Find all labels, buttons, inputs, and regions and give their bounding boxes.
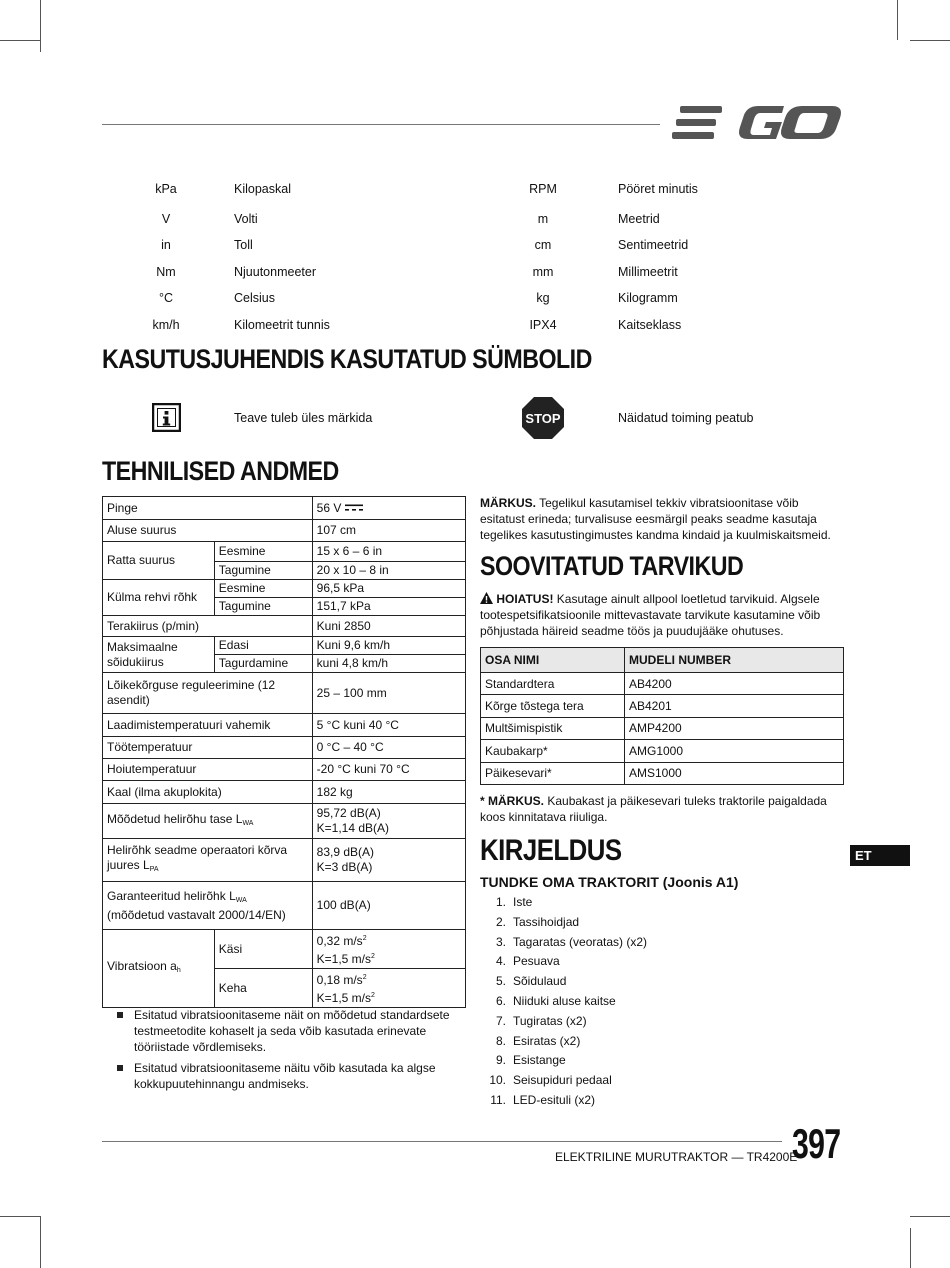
crop-mark [0, 40, 40, 41]
spec-value: 5 °C kuni 40 °C [312, 714, 465, 737]
part-name: Multšimispistik [481, 717, 625, 739]
unit-abbr: in [161, 238, 171, 252]
warning-triangle-icon [480, 592, 493, 604]
table-row [103, 637, 466, 655]
unit-abbr: cm [534, 238, 552, 252]
spec-value: 56 V [312, 497, 465, 520]
model-number: AMG1000 [625, 740, 844, 762]
table-row [103, 520, 466, 542]
table-row [103, 930, 466, 969]
table-header-row [481, 648, 844, 673]
ego-logo-icon [672, 102, 844, 146]
accessories-table [480, 647, 844, 785]
model-number: AB4201 [625, 695, 844, 717]
spec-label: Mõõdetud helirõhu tase $L_{WA}$ [103, 804, 313, 839]
table-row [103, 714, 466, 737]
spec-value: 0 °C – 40 °C [312, 737, 465, 759]
tractor-subheading: TUNDKE OMA TRAKTORIT (Joonis A1) [480, 874, 739, 890]
crop-mark [0, 1216, 40, 1217]
table-row [481, 695, 844, 717]
crop-mark [40, 0, 41, 52]
spec-value: 107 cm [312, 520, 465, 542]
unit-abbr: °C [158, 291, 174, 305]
part-name: Päikesevari* [481, 762, 625, 784]
unit-row [102, 287, 842, 314]
stop-sign-icon [521, 396, 565, 440]
table-row [481, 762, 844, 784]
unit-name: Kaitseklass [618, 317, 682, 332]
unit-name: Celsius [234, 291, 275, 305]
footer-rule [102, 1141, 782, 1142]
table-row [103, 737, 466, 759]
spec-label: Töötemperatuur [103, 737, 313, 759]
spec-label: Terakiirus (p/min) [103, 616, 313, 637]
spec-table [102, 496, 466, 1008]
accessory-note: * MÄRKUS. Kaubakast ja päikesevari tuleks traktorile paigaldada koos kinnitatava riiuliga. [480, 794, 827, 824]
unit-name: Volti [234, 211, 258, 226]
table-row [103, 497, 466, 520]
parts-list [486, 893, 647, 1111]
spec-label: Laadimistemperatuuri vahemik [103, 714, 313, 737]
unit-row [102, 178, 842, 205]
list-item: Esitatud vibratsioonitaseme näit on mõõdetud standardsete testmeetodite kohaselt ja seda võib kasutada erinevate tööriistade võrdlemiseks. [116, 1007, 468, 1055]
unit-name: Meetrid [618, 211, 660, 226]
spec-label: Pinge [103, 497, 313, 520]
crop-mark [897, 0, 898, 40]
spec-label: Kaal (ilma akuplokita) [103, 781, 313, 804]
list-item: 10. Seisupiduri pedaal [489, 1073, 612, 1088]
spec-label: Maksimaalne sõidukiirus [103, 637, 215, 673]
spec-sublabel: Edasi [214, 637, 312, 655]
spec-label: Ratta suurus [103, 542, 215, 580]
unit-name: Njuutonmeeter [234, 264, 316, 279]
spec-sublabel: Käsi [214, 930, 312, 969]
unit-abbr: m [537, 211, 549, 226]
model-number: AMS1000 [625, 762, 844, 784]
unit-row [102, 314, 842, 341]
footer-title: ELEKTRILINE MURUTRAKTOR — TR4200E [555, 1150, 798, 1164]
column-header: MUDELI NUMBER [625, 648, 844, 673]
spec-value: 182 kg [312, 781, 465, 804]
list-item: 8. Esiratas (x2) [495, 1033, 581, 1048]
model-number: AMP4200 [625, 717, 844, 739]
description-heading: KIRJELDUS [480, 834, 622, 867]
spec-label: Lõikekõrguse reguleerimine (12 asendit) [103, 673, 313, 714]
table-row [481, 673, 844, 695]
spec-sublabel: Tagumine [214, 562, 312, 580]
spec-sublabel: Eesmine [214, 580, 312, 598]
table-row [103, 542, 466, 562]
list-item: Esitatud vibratsioonitaseme näitu võib kasutada ka algse kokkupuutehinnangu andmiseks. [116, 1060, 468, 1092]
model-number: AB4200 [625, 673, 844, 695]
part-name: Standardtera [481, 673, 625, 695]
spec-sublabel: Keha [214, 969, 312, 1008]
table-row [481, 717, 844, 739]
spec-value: 95,72 dB(A) K=1,14 dB(A) [312, 804, 465, 839]
spec-value: 25 – 100 mm [312, 673, 465, 714]
table-row [103, 673, 466, 714]
spec-value: 0,32 $m/s^2$ K=1,5 $m/s^2$ [312, 930, 465, 969]
spec-value: 83,9 dB(A) K=3 dB(A) [312, 839, 465, 882]
vibration-notes [116, 1007, 468, 1097]
spec-label: Aluse suurus [103, 520, 313, 542]
list-item: 5. Sõidulaud [495, 974, 567, 989]
spec-value: 96,5 kPa [312, 580, 465, 598]
vibration-note: MÄRKUS. Tegelikul kasutamisel tekkiv vibratsioonitase võib esitatust erineda; turvalisuse eesmärgil peaks seadme kasutaja tegelikes kasutustingimustes kandma kindaid ja kuulmiskaitsmeid. [480, 496, 831, 542]
table-row [103, 882, 466, 930]
unit-abbr: km/h [152, 317, 180, 332]
table-row [103, 839, 466, 882]
list-item: 7. Tugiratas (x2) [495, 1013, 587, 1028]
crop-mark [910, 1216, 950, 1217]
unit-name: Kilogramm [618, 291, 678, 305]
unit-abbr: IPX4 [529, 317, 557, 332]
table-row [103, 804, 466, 839]
unit-abbr: kPa [155, 182, 177, 196]
column-header: OSA NIMI [481, 648, 625, 673]
unit-abbr: kg [536, 291, 550, 305]
units-table [102, 178, 842, 340]
spec-sublabel: Eesmine [214, 542, 312, 562]
crop-mark [910, 40, 950, 41]
unit-abbr: mm [532, 264, 554, 279]
unit-row [102, 234, 842, 261]
warning-note: HOIATUS! Kasutage ainult allpool loetletud tarvikuid. Algsele tootespetsifikatsioonile mittevastavate tarvikute kasutamine võib põhjustada häireid seadme töös ja puudujääke ohutuses. [480, 592, 821, 638]
list-item: 11. LED-esituli (x2) [490, 1092, 596, 1107]
unit-abbr: V [161, 211, 171, 226]
spec-label: Hoiutemperatuur [103, 759, 313, 781]
unit-abbr: Nm [156, 264, 176, 279]
unit-abbr: RPM [529, 182, 557, 196]
spec-value: 15 x 6 – 6 in [312, 542, 465, 562]
spec-value: 0,18 $m/s^2$ K=1,5 $m/s^2$ [312, 969, 465, 1008]
spec-label: Külma rehvi rõhk [103, 580, 215, 616]
table-row [103, 580, 466, 598]
spec-label: Vibratsioon $a_h$ [103, 930, 215, 1008]
table-row [103, 759, 466, 781]
dc-symbol-icon [345, 503, 363, 513]
unit-name: Millimeetrit [618, 264, 678, 279]
part-name: Kõrge tõstega tera [481, 695, 625, 717]
list-item: 6. Niiduki aluse kaitse [495, 993, 616, 1008]
list-item: 2. Tassihoidjad [495, 914, 580, 929]
header-rule [102, 124, 660, 125]
unit-name: Sentimeetrid [618, 238, 689, 252]
spec-label: Helirõhk seadme operaatori kõrva juures $L_{PA}$ [103, 839, 313, 882]
crop-mark [910, 1228, 911, 1268]
unit-name: Kilomeetrit tunnis [234, 317, 330, 332]
list-item: 3. Tagaratas (veoratas) (x2) [495, 934, 648, 949]
spec-sublabel: Tagurdamine [214, 655, 312, 673]
crop-mark [40, 1216, 41, 1268]
info-symbol-text: Teave tuleb üles märkida [234, 411, 373, 425]
unit-name: Pööret minutis [618, 182, 698, 196]
spec-value: 100 dB(A) [312, 882, 465, 930]
spec-heading: TEHNILISED ANDMED [102, 456, 339, 486]
list-item: 4. Pesuava [495, 954, 560, 969]
spec-value: Kuni 2850 [312, 616, 465, 637]
stop-symbol-text: Näidatud toiming peatub [618, 411, 754, 425]
table-row [103, 781, 466, 804]
table-row [103, 616, 466, 637]
unit-row [102, 261, 842, 288]
stop-sign-label: STOP [525, 411, 561, 426]
page-number: 397 [792, 1120, 841, 1167]
spec-sublabel: Tagumine [214, 598, 312, 616]
list-item: 1. Iste [495, 895, 533, 909]
symbols-heading: KASUTUSJUHENDIS KASUTATUD SÜMBOLID [102, 344, 592, 374]
spec-label: Garanteeritud helirõhk $L_{WA}$ (mõõdetud vastavalt 2000/14/EN) [103, 882, 313, 930]
spec-value: 20 x 10 – 8 in [312, 562, 465, 580]
spec-value: kuni 4,8 km/h [312, 655, 465, 673]
part-name: Kaubakarp* [481, 740, 625, 762]
list-item: 9. Esistange [495, 1053, 566, 1068]
table-row [481, 740, 844, 762]
unit-row [102, 208, 842, 235]
unit-name: Kilopaskal [234, 182, 291, 196]
spec-value: -20 °C kuni 70 °C [312, 759, 465, 781]
spec-value: 151,7 kPa [312, 598, 465, 616]
spec-value: Kuni 9,6 km/h [312, 637, 465, 655]
language-tab: ET [850, 845, 910, 866]
info-icon [152, 403, 181, 432]
unit-name: Toll [234, 238, 253, 252]
accessories-heading: SOOVITATUD TARVIKUD [480, 551, 744, 581]
